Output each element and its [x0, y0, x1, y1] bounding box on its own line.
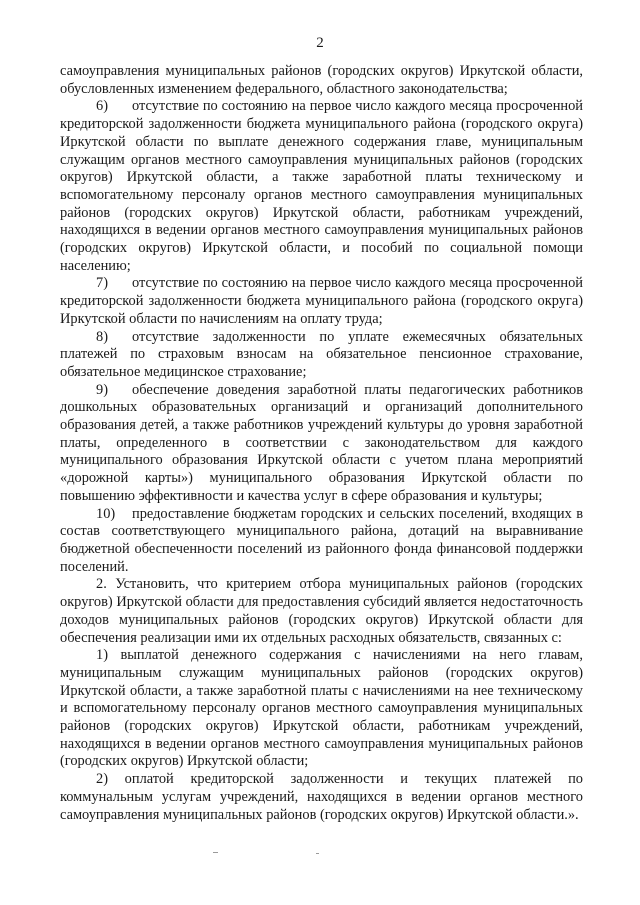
section-2-paragraph: 2. Установить, что критерием отбора муниципальных районов (городских округов) Иркутской области для предоставления субсидий является недостаточность доходов муниципальных районов (городских округов) Иркутской области для обеспечения реализации ими их отдельных расходных обязательств, связанных с:: [60, 576, 583, 646]
continuation-paragraph: самоуправления муниципальных районов (городских округов) Иркутской области, обусловленных изменением федерального, областного законодательства;: [60, 63, 583, 97]
subitem-2-paragraph: 2) оплатой кредиторской задолженности и текущих платежей по коммунальным услугам учреждений, находящихся в ведении органов местного самоуправления муниципальных районов (городских округов) Иркутской области.».: [60, 771, 583, 823]
document-body: [60, 63, 583, 824]
list-item-text: отсутствие по состоянию на первое число каждого месяца просроченной кредиторской задолженности бюджета муниципального района (городского округа) Иркутской области по начислениям на оплату труда;: [60, 275, 583, 327]
scan-artifact: [316, 853, 319, 854]
list-item-text: обеспечение доведения заработной платы педагогических работников дошкольных образовательных организаций и организаций дополнительного образования детей, а также работников учреждений культуры до уровня заработной платы, определенного в соответствии с законодательством для каждого муниципального образования Иркутской области с учетом плана мероприятий «дорожной карты») муниципального образования Иркутской области по повышению эффективности и качества услуг в сфере образования и культуры;: [60, 381, 583, 504]
scan-artifact: [213, 852, 218, 853]
list-item-number: 10): [96, 505, 116, 522]
list-item: [60, 506, 583, 577]
list-item-text: предоставление бюджетам городских и сельских поселений, входящих в состав соответствующего муниципального района, дотаций на выравнивание бюджетной обеспеченности поселений из районного фонда финансовой поддержки поселений.: [60, 505, 583, 575]
list-item: [60, 275, 583, 328]
list-item-number: 6): [96, 98, 108, 115]
list-item-number: 9): [96, 381, 108, 398]
list-item-text: отсутствие задолженности по уплате ежемесячных обязательных платежей по страховым взносам на обязательное пенсионное страхование, обязательное медицинское страхование;: [60, 328, 583, 380]
page-number: 2: [316, 35, 324, 51]
list-item-number: 7): [96, 275, 108, 292]
list-item: [60, 98, 583, 275]
subitem-1-paragraph: 1) выплатой денежного содержания с начислениями на него главам, муниципальным служащим муниципальных районов (городских округов) Иркутской области, а также заработной платы с начислениями на нее техническому и вспомогательному персоналу органов местного самоуправления муниципальных районов (городских округов) Иркутской области, работникам учреждений, находящихся в ведении органов местного самоуправления муниципальных районов (городских округов) Иркутской области;: [60, 647, 583, 770]
list-item-number: 8): [96, 328, 108, 345]
list-item: [60, 329, 583, 382]
list-item-text: отсутствие по состоянию на первое число каждого месяца просроченной кредиторской задолженности бюджета муниципального района (городского округа) Иркутской области по выплате денежного содержания главе, муниципальным служащим органов местного самоуправления муниципальных районов (городских округов) Иркутской области, а также заработной платы техническому и вспомогательному персоналу органов местного самоуправления муниципальных районов (городских округов) Иркутской области, работникам учреждений, находящихся в ведении органов местного самоуправления муниципальных районов (городских округов) Иркутской области, и пособий по социальной помощи населению;: [60, 98, 583, 274]
list-item: [60, 382, 583, 506]
